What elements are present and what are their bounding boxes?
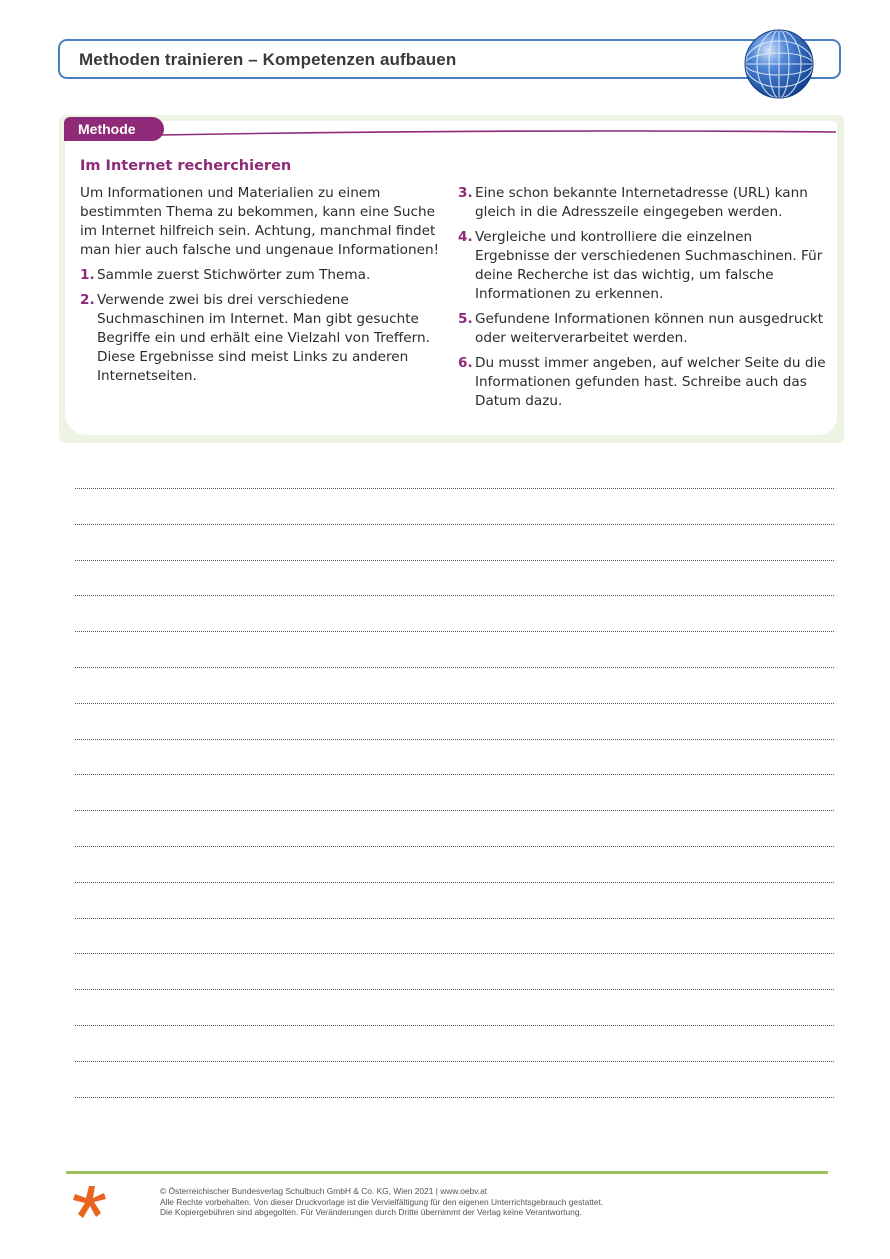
method-step bbox=[458, 228, 830, 304]
writing-line[interactable] bbox=[75, 631, 834, 667]
writing-line[interactable] bbox=[75, 918, 834, 954]
writing-line[interactable] bbox=[75, 488, 834, 524]
step-text: Du musst immer angeben, auf welcher Seite du die Informationen gefunden hast. Schreibe auch das Datum dazu. bbox=[475, 355, 826, 409]
method-step bbox=[458, 310, 830, 348]
method-step bbox=[458, 354, 830, 411]
method-step bbox=[458, 184, 830, 222]
writing-line[interactable] bbox=[75, 953, 834, 989]
step-number: 6. bbox=[458, 355, 473, 371]
writing-line[interactable] bbox=[75, 774, 834, 810]
method-tab: Methode bbox=[64, 117, 164, 141]
writing-line[interactable] bbox=[75, 560, 834, 596]
writing-line[interactable] bbox=[75, 595, 834, 631]
writing-line[interactable] bbox=[75, 882, 834, 918]
step-number: 1. bbox=[80, 267, 95, 283]
writing-line[interactable] bbox=[75, 989, 834, 1025]
writing-line[interactable] bbox=[75, 1061, 834, 1097]
footer-line: Alle Rechte vorbehalten. Von dieser Druckvorlage ist die Vervielfältigung für den eigenen Unterrichtsgebrauch gestattet. bbox=[160, 1196, 604, 1207]
method-step bbox=[80, 291, 440, 386]
step-text: Verwende zwei bis drei verschiedene Suchmaschinen im Internet. Man gibt gesuchte Begriffe ein und erhält eine Vielzahl von Treffern. Diese Ergebnisse sind meist Links zu anderen Internetseiten. bbox=[97, 292, 430, 384]
method-heading: Im Internet recherchieren bbox=[80, 158, 292, 174]
footer-line: © Österreichischer Bundesverlag Schulbuch GmbH & Co. KG, Wien 2021 | www.oebv.at bbox=[160, 1186, 488, 1196]
publisher-logo-icon bbox=[70, 1183, 110, 1223]
step-text: Eine schon bekannte Internetadresse (URL) kann gleich in die Adresszeile eingegeben werden. bbox=[475, 185, 808, 220]
writing-line[interactable] bbox=[75, 667, 834, 703]
method-column-left bbox=[80, 184, 440, 392]
tab-divider-line bbox=[160, 126, 840, 140]
step-number: 4. bbox=[458, 229, 473, 245]
writing-line[interactable] bbox=[75, 1025, 834, 1061]
footer-rule bbox=[66, 1171, 828, 1174]
footer-line: Die Kopiergebühren sind abgegolten. Für Veränderungen durch Dritte übernimmt der Verlag keine Verantwortung. bbox=[160, 1207, 582, 1218]
page-title: Methoden trainieren – Kompetenzen aufbauen bbox=[79, 50, 457, 69]
step-text: Sammle zuerst Stichwörter zum Thema. bbox=[97, 267, 371, 283]
writing-line[interactable] bbox=[75, 810, 834, 846]
writing-line[interactable] bbox=[75, 524, 834, 560]
step-number: 3. bbox=[458, 185, 473, 201]
step-text: Gefundene Informationen können nun ausgedruckt oder weiterverarbeitet werden. bbox=[475, 311, 824, 346]
step-number: 2. bbox=[80, 292, 95, 308]
writing-line[interactable] bbox=[75, 739, 834, 775]
writing-line[interactable] bbox=[75, 1097, 834, 1133]
step-number: 5. bbox=[458, 311, 473, 327]
writing-line[interactable] bbox=[75, 846, 834, 882]
writing-line[interactable] bbox=[75, 703, 834, 739]
globe-icon bbox=[741, 26, 817, 102]
footer-copyright bbox=[160, 1186, 603, 1218]
step-text: Vergleiche und kontrolliere die einzelnen Ergebnisse der verschiedenen Suchmaschinen. Für deine Recherche ist das wichtig, um falsche Informationen zu erkennen. bbox=[475, 229, 823, 302]
method-step bbox=[80, 266, 440, 285]
writing-area[interactable] bbox=[75, 488, 834, 1132]
method-intro: Um Informationen und Materialien zu einem bestimmten Thema zu bekommen, kann eine Suche im Internet hilfreich sein. Achtung, manchmal findet man hier auch falsche und ungenaue Informationen! bbox=[80, 185, 440, 258]
method-column-right bbox=[458, 184, 830, 417]
